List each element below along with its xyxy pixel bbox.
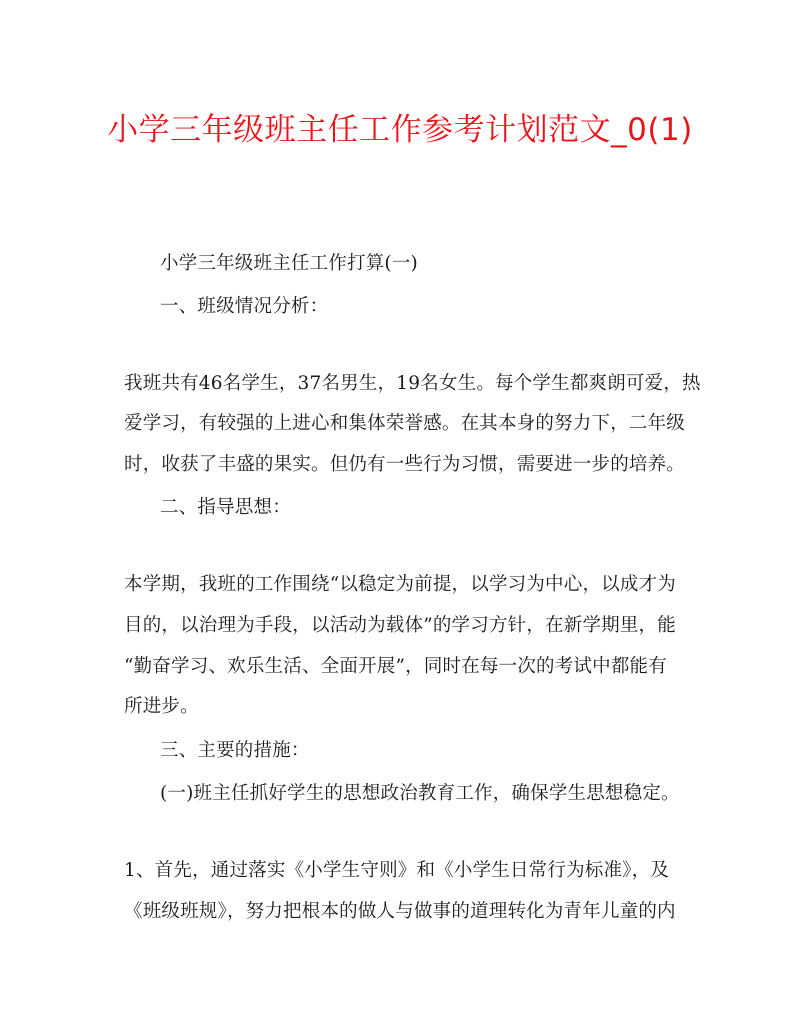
paragraph-line: 《班级班规》，努力把根本的做人与做事的道理转化为青年儿童的内 [124, 901, 676, 922]
paragraph-line: 1、首先，通过落实《小学生守则》和《小学生日常行为标准》，及 [124, 860, 670, 881]
paragraph-line: 本学期，我班的工作围绕“以稳定为前提，以学习为中心，以成才为 [124, 574, 676, 595]
subsection-heading: (一)班主任抓好学生的思想政治教育工作，确保学生思想稳定。 [160, 783, 680, 804]
section-heading-guiding-idea: 二、指导思想： [160, 497, 291, 518]
section-heading-measures: 三、主要的措施： [160, 740, 310, 761]
section-heading-class-analysis: 一、班级情况分析： [160, 296, 329, 317]
paragraph-line: 目的，以治理为手段，以活动为载体”的学习方针，在新学期里，能 [124, 615, 676, 636]
paragraph-line: 我班共有46名学生，37名男生，19名女生。每个学生都爽朗可爱，热 [124, 373, 701, 394]
paragraph-line: 时，收获了丰盛的果实。但仍有一些行为习惯，需要进一步的培养。 [124, 454, 686, 475]
paragraph-line: “勤奋学习、欢乐生活、全面开展”，同时在每一次的考试中都能有 [124, 656, 667, 677]
document-title: 小学三年级班主任工作参考计划范文_0(1) [107, 112, 693, 148]
paragraph-line: 爱学习，有较强的上进心和集体荣誉感。在其本身的努力下，二年级 [124, 413, 686, 434]
section-heading-plan: 小学三年级班主任工作打算(一) [160, 253, 418, 274]
paragraph-line: 所进步。 [124, 696, 199, 717]
